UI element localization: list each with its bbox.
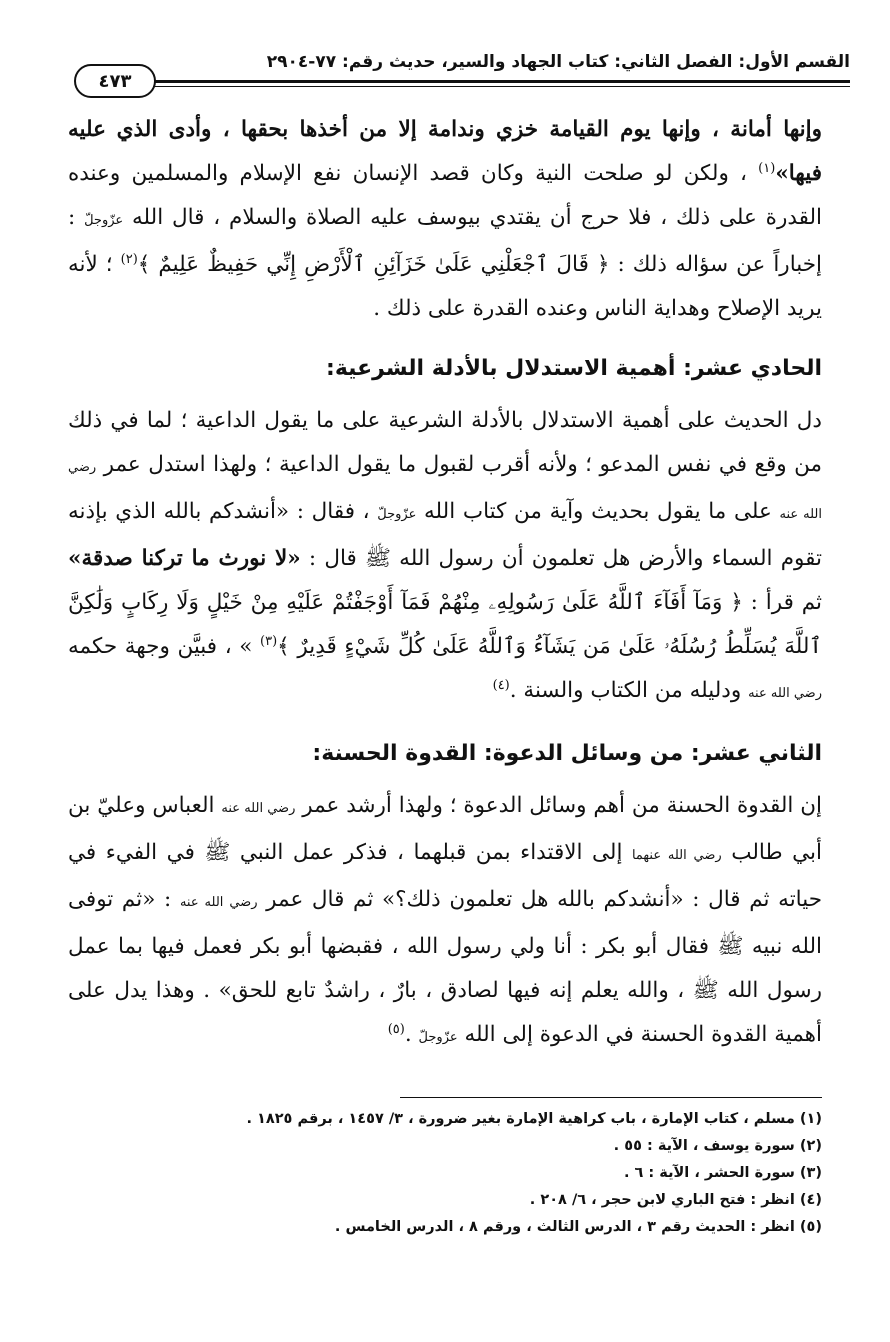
footnote-2: (٢) سورة يوسف ، الآية : ٥٥ .: [613, 1138, 822, 1154]
text-line: وإنها أمانة ، وإنها يوم القيامة خزي وندامة إلا من أخذها بحقها ، وأدى الذي: [116, 117, 822, 142]
text-line: في: [166, 840, 195, 865]
text-line: .: [404, 1022, 412, 1047]
text-line: ، والله يعلم إنه فيها لصادق ، بارٌ ، راشدٌ تابع للحق» .: [203, 978, 685, 1003]
quran-quote: : إخباراً عن سؤاله ذلك : ﴿ قَالَ ٱجْعَلْنِي عَلَىٰ خَزَآئِنِ ٱلْأَرْضِ إِنِّي: [68, 205, 822, 277]
text-line: ودليله من الكتاب والسنة .: [509, 678, 742, 703]
quran-quote: كُلِّ شَيْءٍ قَدِيرٌ ﴾: [277, 634, 425, 659]
section-heading-12: الثاني عشر: من وسائل الدعوة: القدوة الحسنة:: [312, 741, 822, 766]
paragraph-intro: [68, 108, 822, 331]
honorific: رضي الله عنه: [68, 460, 822, 522]
main-text: [68, 108, 822, 1060]
footnote-4: (٤) انظر : فتح الباري لابن حجر ، ٦/ ٢٠٨ .: [529, 1192, 822, 1208]
page-number-badge: ٤٧٣: [74, 64, 156, 98]
text-line: ولهذا استدل عمر: [103, 452, 258, 477]
section-heading-11: الحادي عشر: أهمية الاستدلال بالأدلة الشرعية:: [326, 356, 822, 381]
text-line: إلى الاقتداء بمن قبلهما ، فذكر عمل النبي: [239, 840, 623, 865]
footnote-ref: (٢): [120, 251, 138, 267]
text-line: ؛ لأنه يريد الإصلاح وهداية الناس وعنده القدرة على ذلك .: [68, 252, 822, 321]
text-line: لما في ذلك من وقع في نفس المدعو ؛ ولأنه أقرب لقبول ما يقول الداعية ؛: [68, 408, 822, 477]
footnote-ref: (٣): [260, 633, 278, 649]
text-line: » ، فبيَّن وجهة حكمه: [68, 634, 253, 659]
text-line: العباس: [152, 793, 215, 818]
honorific: ﷺ: [365, 546, 391, 571]
honorific: رضي الله عنهما: [631, 848, 722, 863]
text-line: قال :: [308, 546, 357, 571]
footnote-5: (٥) انظر : الحديث رقم ٣ ، الدرس الثالث ، ورقم ٨ ، الدرس الخامس .: [334, 1219, 822, 1235]
text-line: فقال أبو بكر : أنا ولي رسول الله ، فقبضها أبو بكر فعمل فيها: [151, 934, 710, 959]
footnote-divider: [400, 1097, 822, 1098]
text-line: «ثم توفى الله نبيه: [68, 887, 822, 959]
text-line: إن القدوة الحسنة من أهم وسائل الدعوة ؛ ولهذا أرشد عمر: [302, 793, 822, 818]
honorific: ﷺ: [717, 934, 744, 959]
paragraph-section-11: [68, 399, 822, 716]
honorific: رضي الله عنه: [221, 801, 296, 816]
text-line: دل الحديث على أهمية الاستدلال بالأدلة الشرعية على ما يقول الداعية ؛: [180, 408, 822, 433]
honorific: ﷺ: [204, 840, 231, 865]
text-line: ، ولكن لو صلحت النية وكان قصد الإنسان نفع الإسلام والمسلمين: [131, 161, 747, 186]
hadith-quote: «لا نورث ما تركنا صدقة»: [68, 546, 301, 571]
text-line: الفيء في حياته ثم قال : «أنشدكم بالله هل تعلمون ذلك؟» ثم قال عمر: [68, 840, 823, 912]
quran-quote: أَوْجَفْتُمْ عَلَيْهِ مِنْ خَيْلٍ وَلَا رِكَابٍ وَلَٰكِنَّ ٱللَّهَ يُسَلِّطُ رُسُلَهُۥ عَلَىٰ مَن يَشَآءُ وَٱللَّهُ عَلَىٰ: [68, 590, 823, 659]
paragraph-section-12: [68, 784, 822, 1060]
text-line: وعنده القدرة على ذلك ، فلا حرج أن يقتدي بيوسف عليه الصلاة والسلام ،: [68, 161, 823, 230]
header-rule-thin: [150, 86, 850, 87]
text-line: وهذا يدل على أهمية القدوة الحسنة في الدعوة إلى الله: [68, 978, 822, 1047]
honorific: رضي الله عنه: [179, 895, 258, 910]
text-line: :: [164, 887, 172, 912]
text-line: وعليّ بن أبي طالب: [68, 793, 822, 865]
honorific: رضي الله عنه: [748, 686, 822, 701]
text-line: بما عمل رسول الله: [68, 934, 823, 1003]
honorific: عزّوجلّ: [84, 213, 124, 228]
honorific: ﷺ: [692, 978, 719, 1003]
honorific: عزّوجلّ: [418, 1030, 458, 1045]
footnote-3: (٣) سورة الحشر ، الآية : ٦ .: [623, 1165, 822, 1181]
quran-quote: ثم قرأ : ﴿ وَمَآ أَفَآءَ ٱللَّهُ عَلَىٰ رَسُولِهِۦ مِنْهُمْ فَمَآ: [401, 590, 822, 615]
header-rule: [150, 80, 850, 83]
text-line: عليه فيها»: [68, 117, 822, 186]
footnotes: [68, 1106, 822, 1241]
text-line: «أنشدكم بالله الذي بإذنه تقوم السماء والأرض هل تعلمون أن رسول الله: [68, 499, 822, 571]
footnote-ref: (٤): [492, 677, 510, 693]
text-line: قال الله: [132, 205, 205, 230]
footnote-ref: (٥): [387, 1021, 405, 1037]
running-header: القسم الأول: الفصل الثاني: كتاب الجهاد والسير، حديث رقم: ٧٧-٢٩٠٤: [266, 52, 850, 72]
footnote-ref: (١): [758, 160, 776, 176]
text-line: ، فقال :: [296, 499, 370, 524]
quran-quote: حَفِيظٌ عَلِيمٌ ﴾: [137, 252, 259, 277]
footnote-1: (١) مسلم ، كتاب الإمارة ، باب كراهية الإمارة بغير ضرورة ، ٣/ ١٤٥٧ ، برقم ١٨٢٥ .: [246, 1111, 822, 1127]
text-line: على ما يقول بحديث وآية من كتاب الله: [424, 499, 772, 524]
honorific: عزّوجلّ: [377, 507, 417, 522]
